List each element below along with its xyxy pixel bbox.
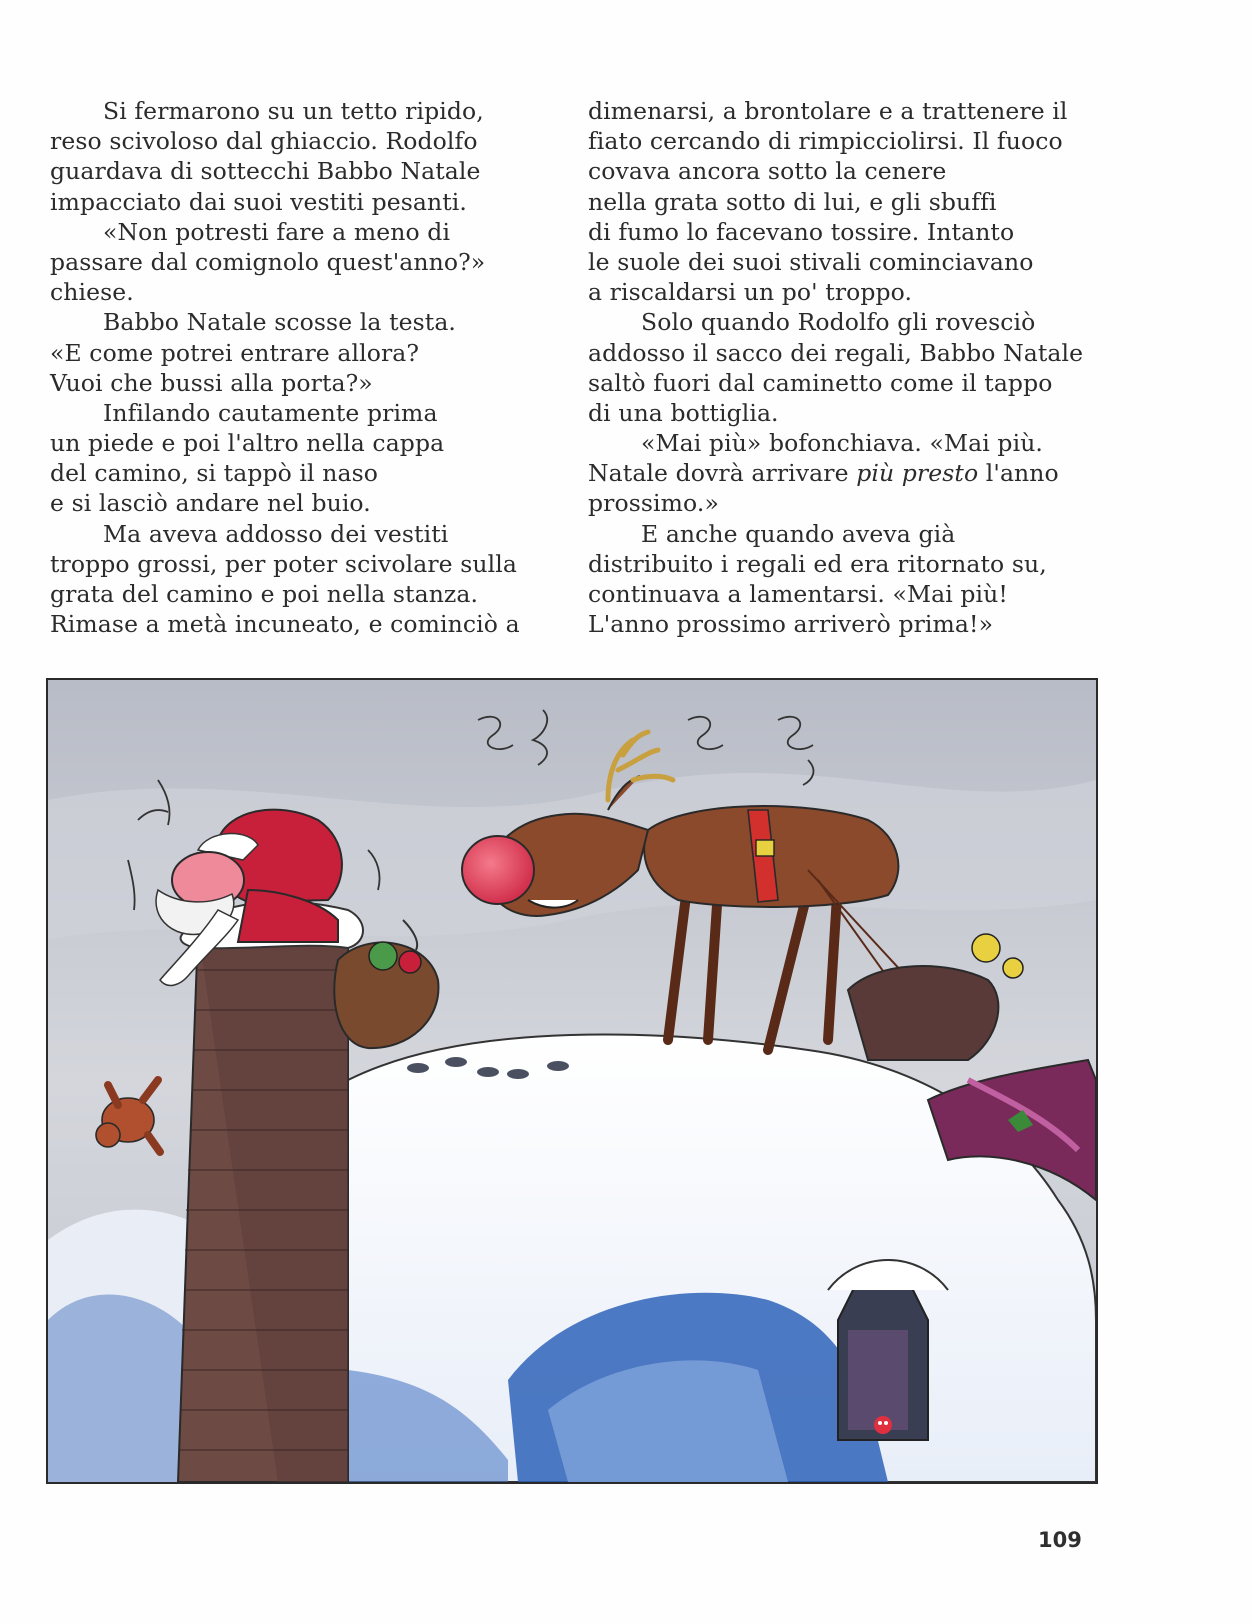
text-line: del camino, si tappò il naso	[50, 459, 378, 488]
text-line: guardava di sottecchi Babbo Natale	[50, 157, 481, 186]
text-line: Babbo Natale scosse la testa.	[103, 308, 457, 337]
text-line: grata del camino e poi nella stanza.	[50, 580, 479, 608]
text-line: continuava a lamentarsi. «Mai più!	[588, 580, 1008, 608]
text-line: L'anno prossimo arriverò prima!»	[588, 610, 994, 639]
text-line: E anche quando aveva già	[641, 519, 956, 548]
illustration-frame	[46, 678, 1098, 1484]
reindeer-nose	[462, 836, 534, 904]
text-line: a riscaldarsi un po' troppo.	[588, 278, 913, 307]
text-fragment: l'anno	[978, 459, 1059, 488]
text-line: Si fermarono su un tetto ripido,	[103, 97, 484, 125]
text-column-left	[50, 96, 560, 639]
text-italic-fragment: più presto	[856, 459, 979, 488]
left-snow-shadow	[48, 1295, 198, 1482]
text-line: distribuito i regali ed era ritornato su,	[588, 549, 1047, 578]
text-line: Solo quando Rodolfo gli rovesciò	[641, 308, 1036, 337]
text-line: un piede e poi l'altro nella cappa	[50, 429, 445, 458]
page-number: 109	[1038, 1528, 1082, 1552]
text-line: Infilando cautamente prima	[103, 398, 438, 427]
text-fragment: Natale dovrà arrivare	[588, 459, 857, 488]
text-line: di una bottiglia.	[588, 398, 779, 427]
rooftop-scene-illustration	[48, 680, 1096, 1482]
text-line: le suole dei suoi stivali cominciavano	[588, 247, 1034, 276]
text-line: covava ancora sotto la cenere	[588, 157, 947, 186]
text-line: prossimo.»	[588, 489, 719, 518]
text-line: reso scivoloso dal ghiaccio. Rodolfo	[50, 127, 478, 156]
text-line: di fumo lo facevano tossire. Intanto	[588, 217, 1015, 246]
text-line: addosso il sacco dei regali, Babbo Natale	[588, 338, 1084, 367]
text-line: dimenarsi, a brontolare e a trattenere il	[588, 97, 1068, 125]
text-line: impacciato dai suoi vestiti pesanti.	[50, 187, 467, 216]
text-line: «Non potresti fare a meno di	[103, 217, 451, 246]
text-line: chiese.	[50, 278, 134, 307]
text-line-mixed	[588, 458, 1108, 488]
text-line: Ma aveva addosso dei vestiti	[103, 519, 449, 548]
text-line: nella grata sotto di lui, e gli sbuffi	[588, 187, 997, 216]
text-line: troppo grossi, per poter scivolare sulla	[50, 549, 517, 578]
text-line: «E come potrei entrare allora?	[50, 338, 420, 367]
text-line: Vuoi che bussi alla porta?»	[50, 368, 373, 397]
text-column-right	[588, 96, 1108, 639]
text-line: Rimase a metà incuneato, e cominciò a	[50, 610, 520, 639]
text-line: saltò fuori dal caminetto come il tappo	[588, 368, 1053, 397]
text-line: «Mai più» bofonchiava. «Mai più.	[641, 429, 1043, 458]
text-line: fiato cercando di rimpicciolirsi. Il fuoco	[588, 127, 1063, 156]
text-line: passare dal comignolo quest'anno?»	[50, 247, 486, 276]
text-line: e si lasciò andare nel buio.	[50, 489, 371, 518]
